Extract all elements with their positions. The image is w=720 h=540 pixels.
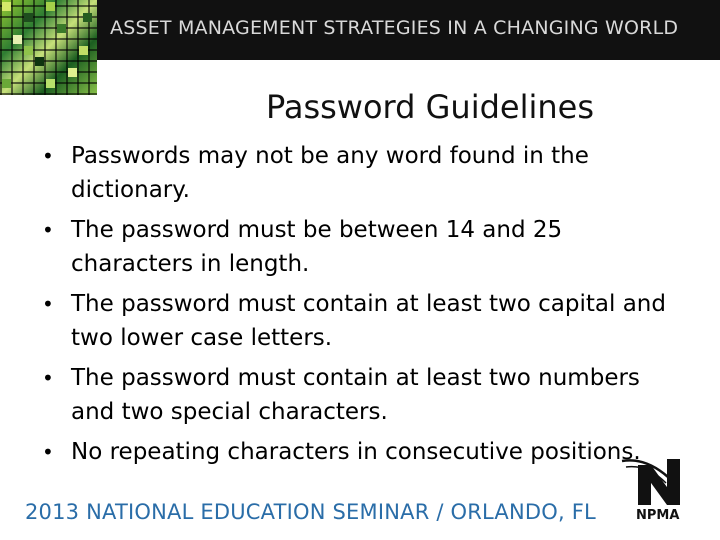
logo-text: NPMA xyxy=(636,508,680,523)
bullet-item: • No repeating characters in consecutive positions. xyxy=(42,439,641,465)
mosaic-image xyxy=(0,0,97,95)
header-banner xyxy=(0,0,720,60)
bullet-list xyxy=(40,140,680,477)
bullet-item: • The password must be between 14 and 25 characters in length. xyxy=(42,217,563,277)
banner-title: ASSET MANAGEMENT STRATEGIES IN A CHANGING WORLD xyxy=(110,17,679,39)
bullet-item: • The password must contain at least two capital and two lower case letters. xyxy=(42,291,666,351)
bullet-item: • Passwords may not be any word found in the dictionary. xyxy=(42,143,589,203)
footer-event: 2013 NATIONAL EDUCATION SEMINAR / ORLANDO, FL xyxy=(25,500,596,524)
slide-title: Password Guidelines xyxy=(265,88,595,126)
bullet-item: • The password must contain at least two numbers and two special characters. xyxy=(42,365,640,425)
